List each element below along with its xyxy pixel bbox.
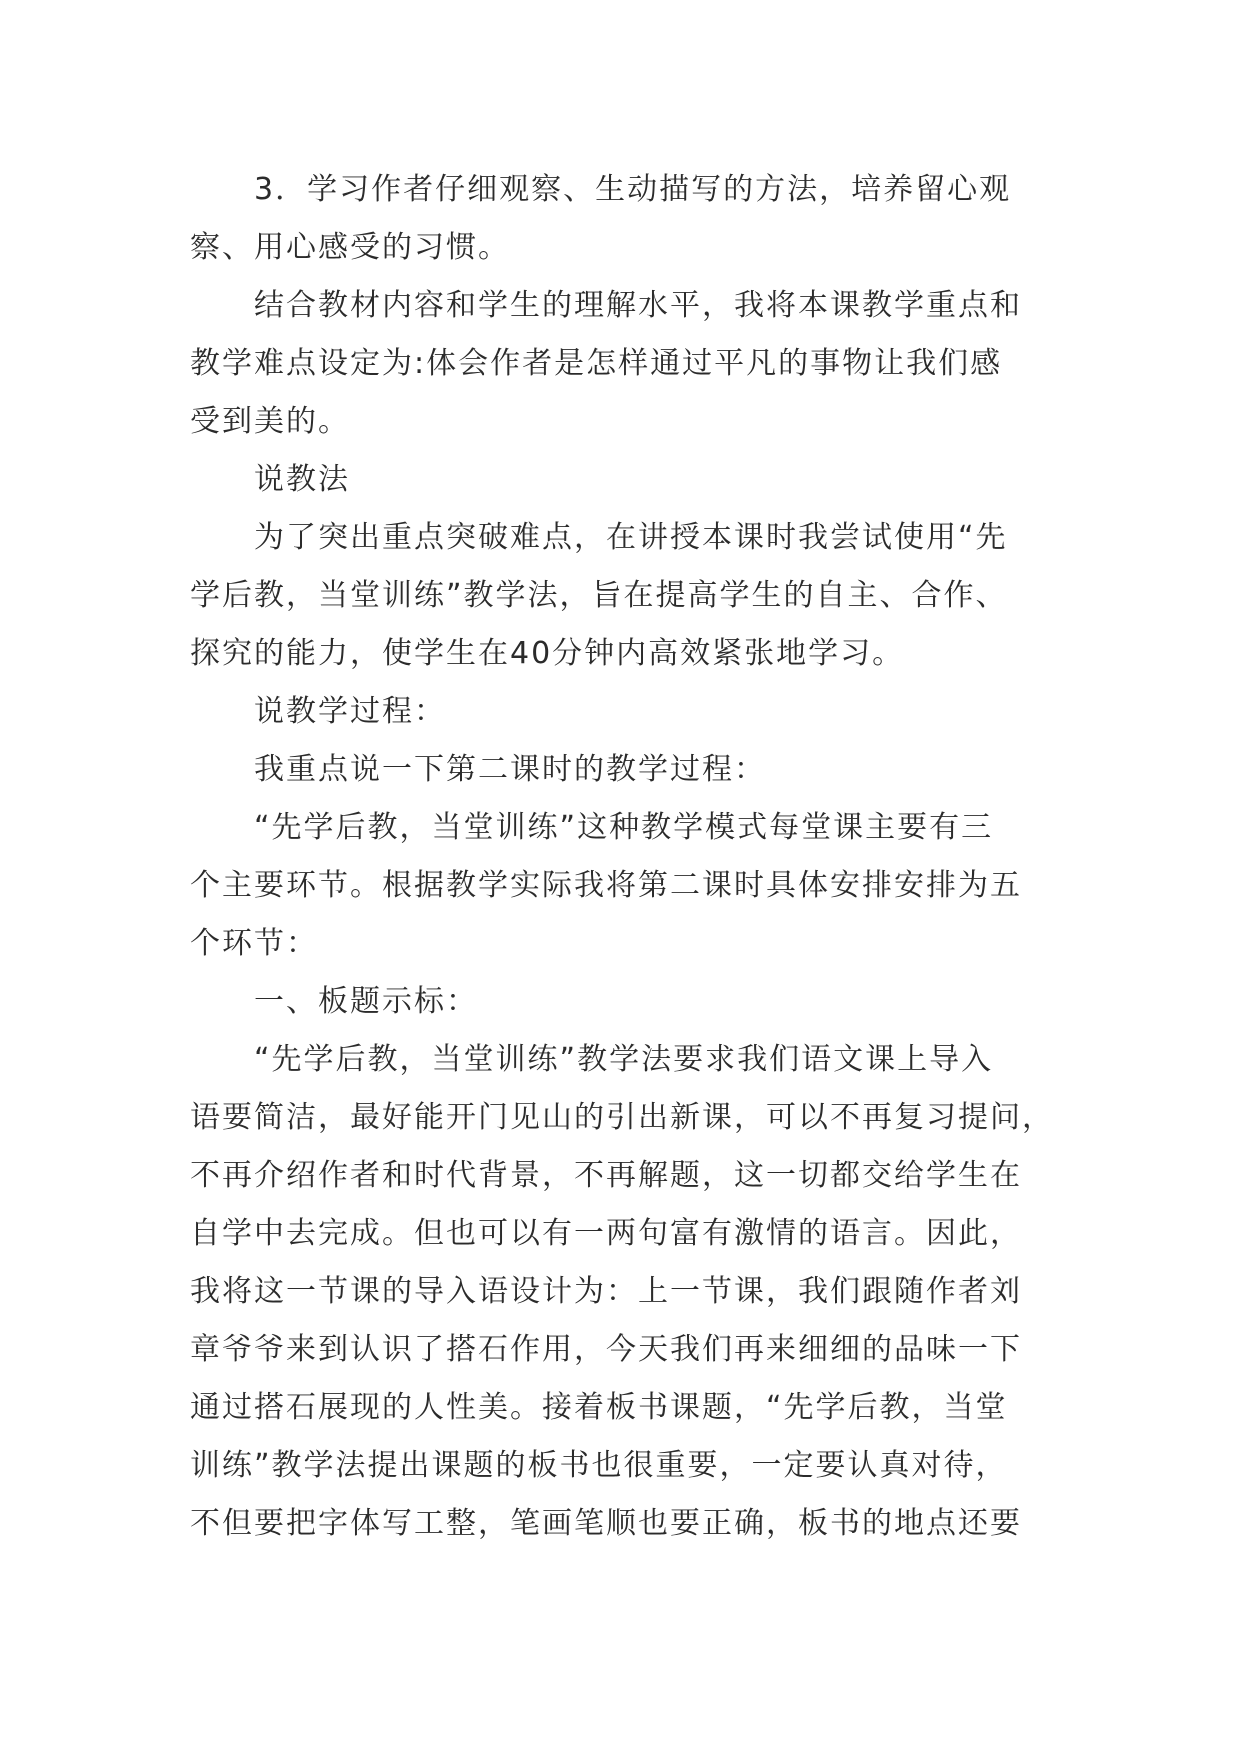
text-line: 教学难点设定为:体会作者是怎样通过平凡的事物让我们感 (190, 346, 1003, 381)
text-line: 个环节： (190, 926, 318, 961)
text-line: 训练”教学法提出课题的板书也很重要，一定要认真对待， (190, 1448, 1008, 1483)
text-line: 不但要把字体写工整，笔画笔顺也要正确，板书的地点还要 (190, 1506, 1022, 1541)
text-line: 受到美的。 (190, 404, 350, 439)
text-line: 为了突出重点突破难点，在讲授本课时我尝试使用“先 (254, 520, 1008, 555)
text-line: 章爷爷来到认识了搭石作用，今天我们再来细细的品味一下 (190, 1332, 1022, 1367)
text-line: “先学后教，当堂训练”教学法要求我们语文课上导入 (254, 1042, 994, 1077)
text-line: 自学中去完成。但也可以有一两句富有激情的语言。因此， (190, 1216, 1022, 1251)
text-line: 学后教，当堂训练”教学法，旨在提高学生的自主、合作、 (190, 578, 1008, 613)
section-heading: 一、板题示标： (254, 984, 478, 1019)
text-line: 察、用心感受的习惯。 (190, 230, 510, 265)
text-line: 个主要环节。根据教学实际我将第二课时具体安排安排为五 (190, 868, 1022, 903)
text-line: 不再介绍作者和时代背景，不再解题，这一切都交给学生在 (190, 1158, 1022, 1193)
text-line: 结合教材内容和学生的理解水平，我将本课教学重点和 (254, 288, 1022, 323)
document-body (190, 161, 1070, 1553)
text-line: 我重点说一下第二课时的教学过程： (254, 752, 766, 787)
text-line: 通过搭石展现的人性美。接着板书课题，“先学后教，当堂 (190, 1390, 1008, 1425)
text-line: “先学后教，当堂训练”这种教学模式每堂课主要有三 (254, 810, 994, 845)
section-heading: 说教学过程： (254, 694, 446, 729)
text-line: 语要简洁，最好能开门见山的引出新课，可以不再复习提问， (190, 1100, 1054, 1135)
text-line: 3．学习作者仔细观察、生动描写的方法，培养留心观 (254, 172, 1012, 207)
text-line: 探究的能力，使学生在40分钟内高效紧张地学习。 (190, 636, 905, 671)
section-heading: 说教法 (254, 462, 350, 497)
text-line: 我将这一节课的导入语设计为：上一节课，我们跟随作者刘 (190, 1274, 1022, 1309)
